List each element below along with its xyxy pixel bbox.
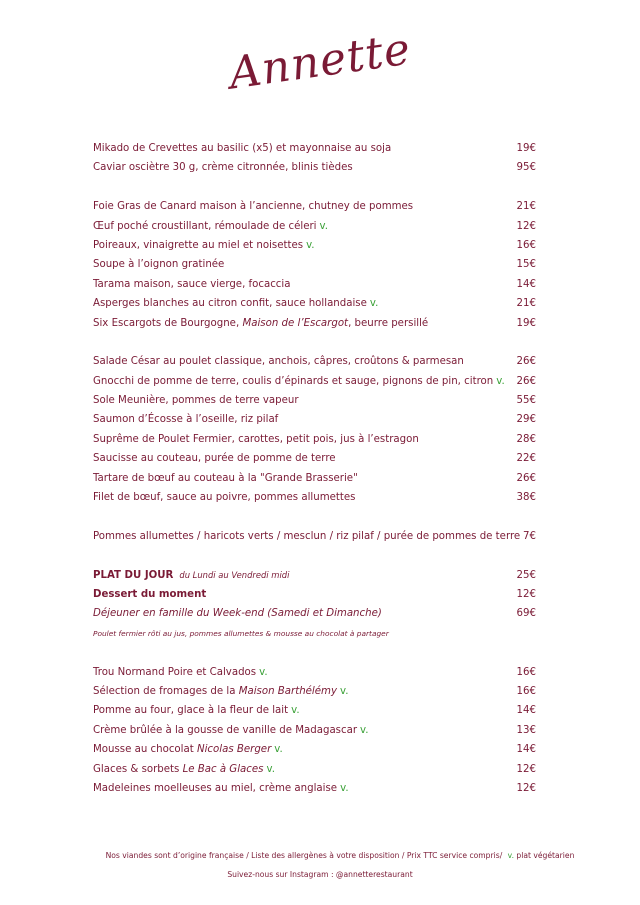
item-name: Asperges blanches au citron confit, sauce hollandaise: [93, 298, 367, 310]
item-note: Poulet fermier rôti au jus, pommes allumettes & mousse au chocolat à partager: [93, 628, 389, 638]
item-name: Sélection de fromages de la: [93, 685, 239, 697]
menu-item: [93, 372, 536, 391]
menu-item: [93, 469, 536, 488]
vegetarian-badge: v.: [340, 782, 349, 794]
menu-item: [93, 663, 536, 682]
item-supplier: Maison de l’Escargot: [242, 317, 349, 329]
item-price: 28€: [516, 433, 536, 445]
menu-item: [93, 410, 536, 429]
menu-item: [93, 701, 536, 720]
item-name: Œuf poché croustillant, rémoulade de céleri: [93, 220, 317, 232]
item-subtitle: du Lundi au Vendredi midi: [179, 569, 290, 580]
menu-item: [93, 139, 536, 158]
item-name: Caviar osciètre 30 g, crème citronnée, blinis tièdes: [93, 162, 353, 174]
menu-item: [93, 314, 536, 333]
item-name: Tarama maison, sauce vierge, focaccia: [93, 278, 291, 290]
item-price: 16€: [516, 666, 536, 678]
vegetarian-badge: v.: [507, 851, 514, 860]
item-price: 25€: [516, 569, 536, 581]
menu-item: [93, 217, 536, 236]
vegetarian-badge: v.: [291, 705, 300, 717]
vegetarian-badge: v.: [496, 375, 505, 387]
menu-item-sides: [93, 527, 536, 546]
item-price: 22€: [516, 453, 536, 465]
vegetarian-badge: v.: [306, 239, 315, 251]
item-name: Madeleines moelleuses au miel, crème anglaise: [93, 782, 338, 794]
item-price: 69€: [516, 608, 536, 620]
menu-item-dessert-du-moment: [93, 585, 536, 604]
item-price: 21€: [516, 201, 536, 213]
item-price: 13€: [516, 724, 536, 736]
item-name: Tartare de bœuf au couteau à la "Grande Brasserie": [93, 472, 358, 484]
item-price: 14€: [516, 278, 536, 290]
menu-item: [93, 255, 536, 274]
item-price: 12€: [516, 220, 536, 232]
menu-item-family-lunch: [93, 604, 536, 623]
item-name: Crème brûlée à la gousse de vanille de Madagascar: [93, 724, 358, 736]
vegetarian-badge: v.: [266, 763, 275, 775]
menu-item: [93, 488, 536, 507]
item-price: 21€: [516, 298, 536, 310]
item-supplier: Maison Barthélémy: [238, 685, 337, 697]
item-name: Dessert du moment: [93, 588, 207, 600]
item-price: 12€: [516, 782, 536, 794]
item-price: 26€: [516, 375, 536, 387]
item-name: Pommes allumettes / haricots verts / mesclun / riz pilaf / purée de pommes de terre: [93, 530, 521, 542]
footer-legal-text: Nos viandes sont d’origine française / Liste des allergènes à votre disposition / Prix TTC service compris/: [105, 851, 503, 860]
item-name: Suprême de Poulet Fermier, carottes, petit pois, jus à l’estragon: [93, 433, 419, 445]
item-price: 14€: [516, 705, 536, 717]
menu-item: [93, 430, 536, 449]
item-price: 7€: [523, 530, 536, 542]
item-price: 55€: [516, 395, 536, 407]
menu-item: [93, 449, 536, 468]
menu-item: [93, 294, 536, 313]
restaurant-logo: Annette: [225, 23, 415, 100]
vegetarian-badge: v.: [360, 724, 369, 736]
item-name: Saumon d’Écosse à l’oseille, riz pilaf: [93, 414, 279, 426]
footer-legend-text: plat végétarien: [516, 851, 575, 860]
menu-list: [93, 139, 536, 798]
item-name: Mikado de Crevettes au basilic (x5) et mayonnaise au soja: [93, 143, 392, 154]
item-name: Soupe à l’oignon gratinée: [93, 259, 225, 271]
item-name: Mousse au chocolat: [93, 744, 197, 756]
item-name: Trou Normand Poire et Calvados: [93, 666, 257, 678]
menu-item: [93, 391, 536, 410]
item-name: Glaces & sorbets: [93, 763, 183, 775]
footer-instagram: Suivez-nous sur Instagram : @annetterestaurant: [227, 870, 413, 879]
item-name: PLAT DU JOUR: [93, 569, 174, 581]
item-price: 12€: [516, 763, 536, 775]
item-price: 12€: [516, 588, 536, 600]
item-price: 26€: [516, 472, 536, 484]
menu-item-plat-du-jour: [93, 566, 536, 585]
vegetarian-badge: v.: [339, 685, 349, 697]
menu-item: [93, 760, 536, 779]
vegetarian-badge: v.: [274, 744, 283, 756]
menu-item: [93, 236, 536, 255]
item-name: Poireaux, vinaigrette au miel et noisettes: [93, 239, 304, 251]
item-price: 26€: [516, 356, 536, 368]
item-price: 16€: [516, 239, 536, 251]
item-price: 19€: [516, 143, 536, 154]
vegetarian-badge: v.: [259, 666, 268, 678]
menu-item: [93, 275, 536, 294]
vegetarian-badge: v.: [319, 220, 328, 232]
item-name: Sole Meunière, pommes de terre vapeur: [93, 395, 299, 407]
item-price: 19€: [516, 317, 536, 329]
item-supplier: Nicolas Berger: [196, 744, 272, 756]
item-name: Gnocchi de pomme de terre, coulis d’épinards et sauge, pignons de pin, citron: [93, 375, 494, 387]
vegetarian-badge: v.: [369, 298, 379, 310]
item-price: 29€: [516, 414, 536, 426]
item-name: Six Escargots de Bourgogne,: [93, 317, 243, 329]
item-price: 95€: [516, 162, 536, 174]
footer-legal: [20, 851, 640, 860]
menu-item: [93, 158, 536, 177]
item-name: Saucisse au couteau, purée de pomme de terre: [93, 453, 336, 465]
menu-item: [93, 740, 536, 759]
item-price: 15€: [516, 259, 536, 271]
item-name: Foie Gras de Canard maison à l’ancienne, chutney de pommes: [93, 201, 414, 213]
menu-item: [93, 352, 536, 371]
item-price: 16€: [516, 685, 536, 697]
menu-item: [93, 197, 536, 216]
menu-item: [93, 779, 536, 798]
item-name: Déjeuner en famille du Week-end (Samedi et Dimanche): [93, 608, 382, 620]
item-name-suffix: , beurre persillé: [348, 317, 429, 329]
item-price: 14€: [516, 744, 536, 756]
item-name: Filet de bœuf, sauce au poivre, pommes allumettes: [93, 492, 356, 504]
menu-item: [93, 721, 536, 740]
item-name: Pomme au four, glace à la fleur de lait: [93, 705, 289, 717]
item-supplier: Le Bac à Glaces: [182, 763, 264, 775]
item-price: 38€: [516, 492, 536, 504]
item-name: Salade César au poulet classique, anchois, câpres, croûtons & parmesan: [93, 356, 464, 368]
menu-item: [93, 682, 536, 701]
